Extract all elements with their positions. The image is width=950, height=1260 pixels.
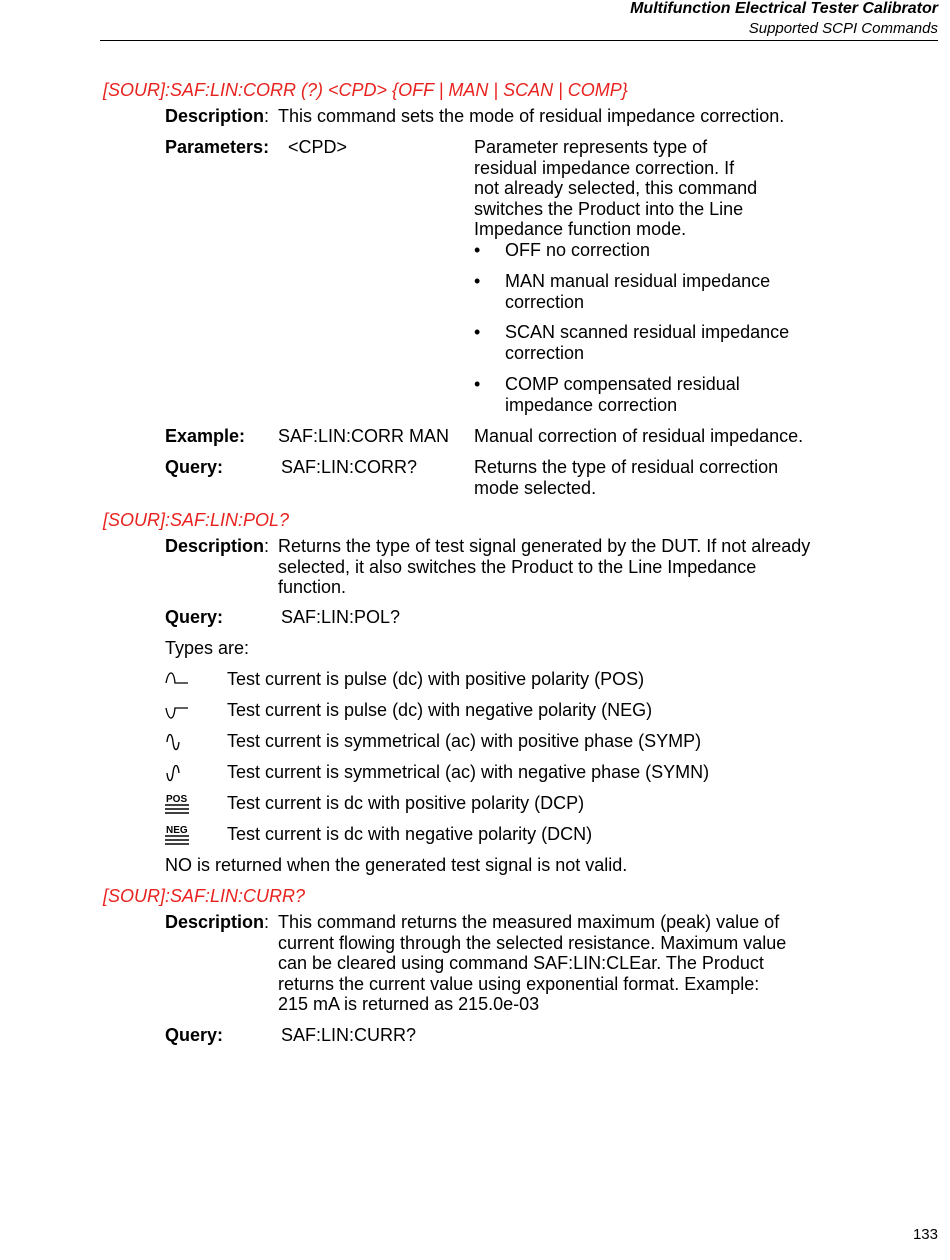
option-off: OFF no correction [505,240,651,260]
dc-negative-icon [164,824,192,846]
type-dcp-text: Test current is dc with positive polarity (DCP) [227,793,585,813]
query-label: Query: [165,1025,224,1045]
query-description: Returns the type of residual correction mode selected. [474,457,779,498]
description-label: Description: [165,536,270,556]
dc-positive-icon [164,793,192,815]
type-dcn-text: Test current is dc with negative polarity (DCN) [227,824,593,844]
description-text: This command returns the measured maximum (peak) value of current flowing through the selected resistance. Maximum value can be cleared using command SAF:LIN:CLEar. The Product returns the current value using exponential format. Example: 215 mA is returned as 215.0e-03 [278,912,787,1015]
positive-pulse-icon [164,669,192,691]
bullet-icon: • [474,374,481,394]
command-heading-corr: [SOUR]:SAF:LIN:CORR (?) <CPD> {OFF | MAN | SCAN | COMP} [103,80,628,100]
description-text: Returns the type of test signal generated by the DUT. If not already selected, it also switches the Product to the Line Impedance function. [278,536,811,598]
command-heading-pol: [SOUR]:SAF:LIN:POL? [103,510,290,530]
query-command: SAF:LIN:POL? [281,607,401,627]
query-label: Query: [165,607,224,627]
parameter-description: Parameter represents type of residual impedance correction. If not already selected, this command switches the Product into the Line Impedance function mode. [474,137,758,240]
bullet-icon: • [474,322,481,342]
document-title: Multifunction Electrical Tester Calibrator [630,0,938,17]
types-intro: Types are: [165,638,250,658]
type-neg-text: Test current is pulse (dc) with negative polarity (NEG) [227,700,653,720]
query-label: Query: [165,457,224,477]
option-scan: SCAN scanned residual impedance correction [505,322,790,363]
bullet-icon: • [474,240,481,260]
svg-text:NEG: NEG [166,825,188,836]
command-heading-curr: [SOUR]:SAF:LIN:CURR? [103,886,306,906]
negative-pulse-icon [164,700,192,722]
parameters-label: Parameters: [165,137,270,157]
example-label: Example: [165,426,246,446]
option-comp: COMP compensated residual impedance correction [505,374,740,415]
svg-text:POS: POS [166,794,188,805]
type-symn-text: Test current is symmetrical (ac) with negative phase (SYMN) [227,762,710,782]
parameter-name: <CPD> [288,137,348,157]
invalid-signal-note: NO is returned when the generated test signal is not valid. [165,855,628,875]
positive-sine-icon [164,731,192,753]
example-command: SAF:LIN:CORR MAN [278,426,450,446]
bullet-icon: • [474,271,481,291]
query-command: SAF:LIN:CORR? [281,457,418,477]
type-pos-text: Test current is pulse (dc) with positive polarity (POS) [227,669,645,689]
description-text: This command sets the mode of residual impedance correction. [278,106,785,126]
page-number: 133 [912,1226,938,1243]
description-label: Description: [165,106,270,126]
header-divider [100,40,938,41]
description-label: Description: [165,912,270,932]
type-symp-text: Test current is symmetrical (ac) with positive phase (SYMP) [227,731,702,751]
option-man: MAN manual residual impedance correction [505,271,771,312]
negative-sine-icon [164,762,192,784]
example-description: Manual correction of residual impedance. [474,426,804,446]
query-command: SAF:LIN:CURR? [281,1025,417,1045]
section-subtitle: Supported SCPI Commands [748,20,938,37]
